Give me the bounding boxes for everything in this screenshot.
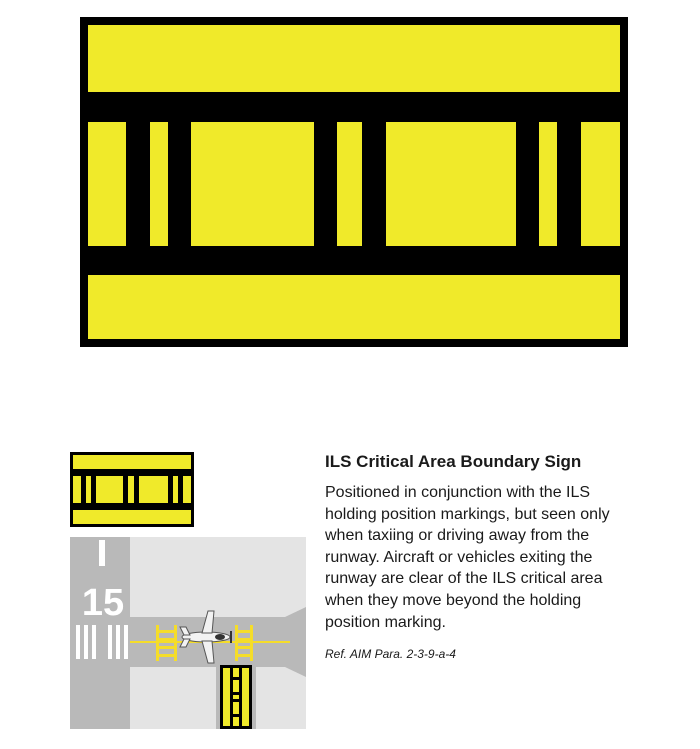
airport-diagram	[70, 537, 306, 729]
ils-boundary-sign-small-icon	[70, 452, 194, 527]
ils-critical-area-boundary-sign-large	[80, 17, 628, 347]
ils-critical-area-boundary-sign-small	[70, 452, 194, 527]
runway-designator: 15	[81, 582, 125, 624]
sign-bottom-band	[88, 275, 620, 339]
ils-boundary-sign-icon	[80, 17, 628, 347]
ils-boundary-sign-on-taxiway	[220, 665, 252, 729]
sign-info	[325, 452, 615, 661]
sign-middle-ladder	[88, 122, 620, 246]
sign-top-band	[88, 25, 620, 92]
sign-title: ILS Critical Area Boundary Sign	[325, 452, 582, 471]
sign-reference: Ref. AIM Para. 2-3-9-a-4	[325, 647, 456, 662]
sign-description: Positioned in conjunction with the ILS holding position markings, but seen only when taxiing or driving away from the runway. Aircraft or vehicles exiting the runway are clear of the ILS critical area when they move beyond the holding position marking.	[325, 484, 610, 631]
taxiway-runway-diagram	[70, 537, 306, 729]
